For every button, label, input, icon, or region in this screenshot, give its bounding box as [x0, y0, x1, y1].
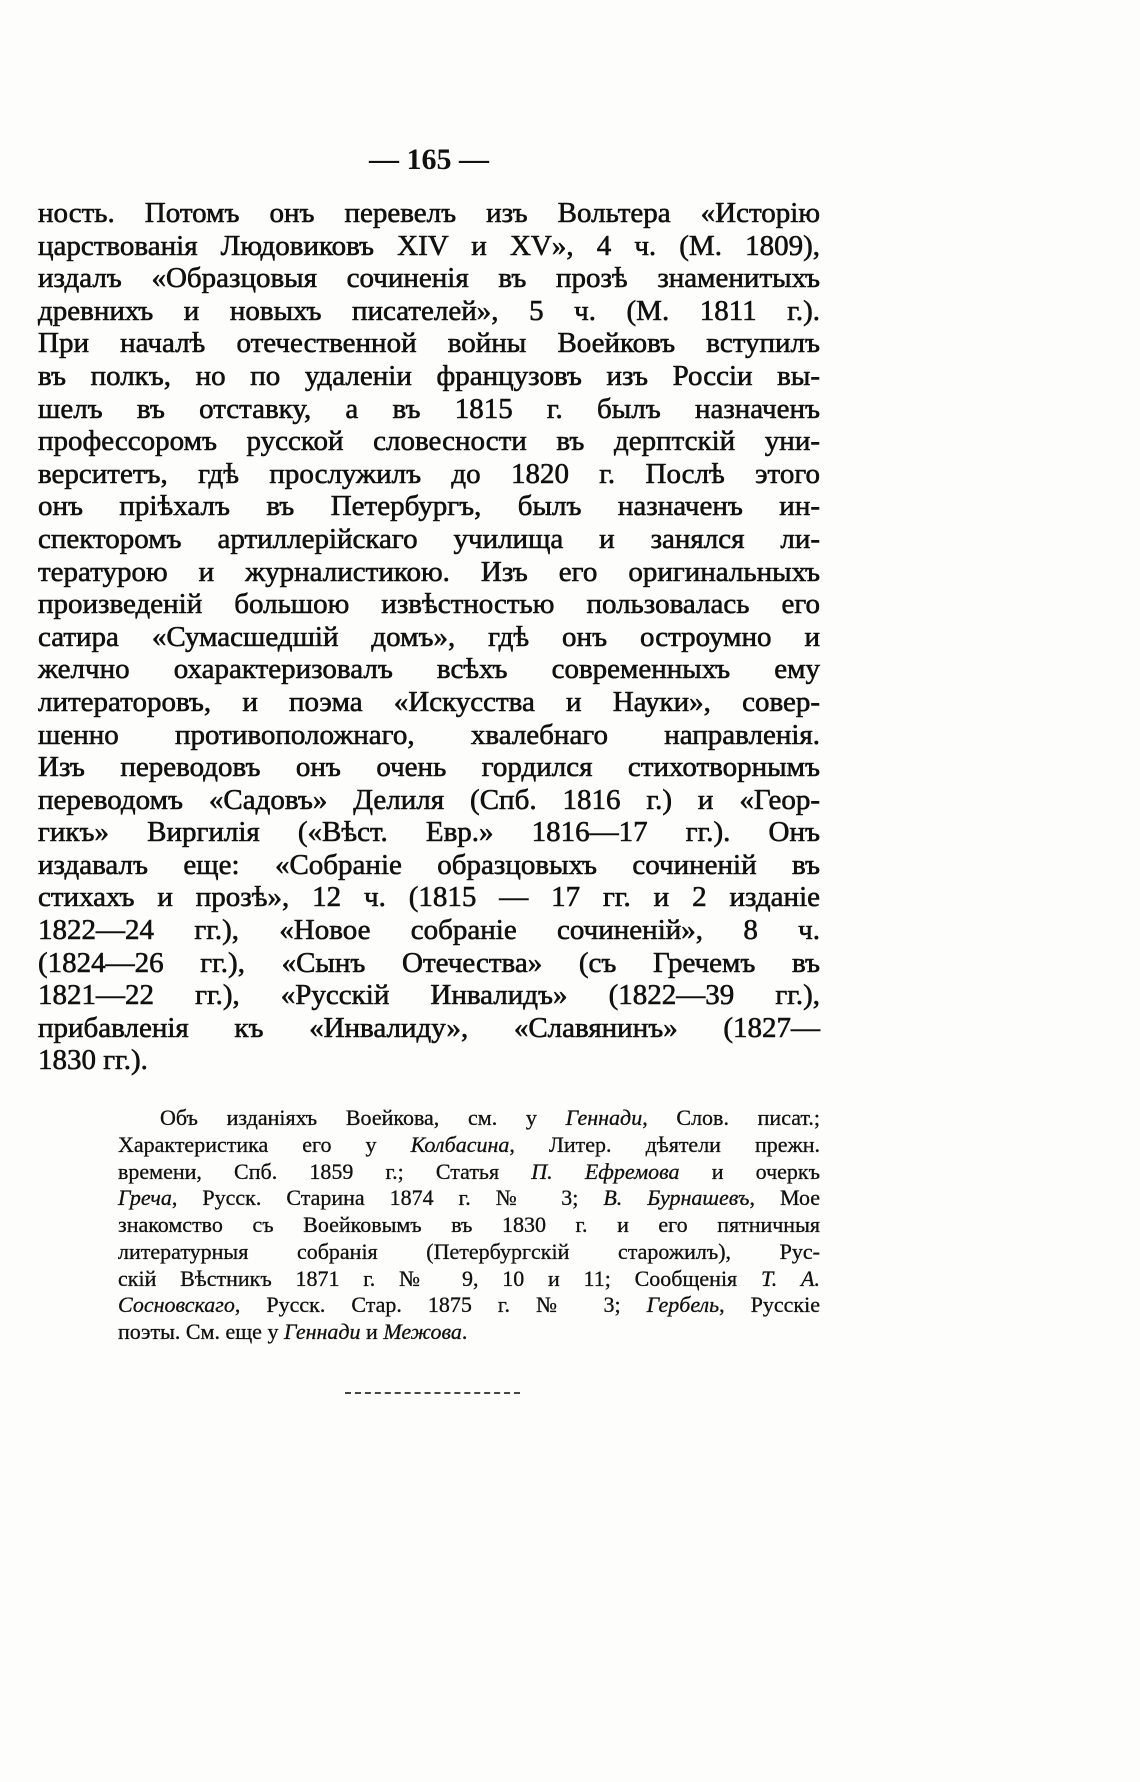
- footnote-line: [118, 1266, 820, 1293]
- footnote-text: Объ изданіяхъ Воейкова, см. у: [160, 1105, 566, 1130]
- footnote-text: времени, Спб. 1859 г.; Статья: [118, 1158, 532, 1184]
- text-line: профессоромъ русской словесности въ дерптскій уни-: [38, 425, 820, 458]
- footnote-line: [118, 1239, 820, 1266]
- main-text: [38, 197, 820, 1077]
- footnote-text: знакомство съ Воейковымъ въ 1830 г. и его пятничныя: [118, 1212, 820, 1237]
- text-line: тературою и журналистикою. Изъ его оригинальныхъ: [38, 555, 820, 588]
- text-line: шелъ въ отставку, а въ 1815 г. былъ назначенъ: [38, 392, 820, 425]
- footnote-author-name: Сосновскаго: [118, 1292, 235, 1318]
- footnote-author-name: В. Бурнашевъ: [603, 1185, 750, 1211]
- footnote-author-name: Геннади: [283, 1319, 361, 1344]
- text-line: спекторомъ артиллерійскаго училища и занялся ли-: [38, 522, 820, 555]
- footnote-text: поэты. См. еще у: [118, 1319, 284, 1344]
- text-line: сатира «Сумасшедшій домъ», гдѣ онъ остроумно и: [38, 620, 820, 653]
- text-line: переводомъ «Садовъ» Делиля (Спб. 1816 г.) и «Геор-: [38, 783, 820, 816]
- footnote-line: [118, 1212, 820, 1239]
- footnote-text: скій Вѣстникъ 1871 г. № 9, 10 и 11; Сообщенія: [118, 1265, 761, 1291]
- page-number: — 165 —: [369, 143, 489, 176]
- text-line: шенно противоположнаго, хвалебнаго направленія.: [38, 718, 820, 751]
- footnote-line: [118, 1319, 820, 1346]
- text-line: стихахъ и прозѣ», 12 ч. (1815 — 17 гг. и 2 изданіе: [38, 881, 820, 914]
- footnote-text: , Мое: [749, 1185, 820, 1211]
- footnote-author-name: Гербель: [646, 1292, 720, 1318]
- text-line: онъ пріѣхалъ въ Петербургъ, былъ назначенъ ин-: [38, 490, 820, 523]
- text-line: древнихъ и новыхъ писателей», 5 ч. (М. 1811 г.).: [38, 294, 820, 327]
- footnote-line: [118, 1105, 820, 1132]
- footnote-author-name: Геннади: [565, 1105, 643, 1130]
- footnote-line: [118, 1292, 820, 1319]
- footnote-text: , Русск. Старина 1874 г. № 3;: [171, 1185, 604, 1211]
- text-line: желчно охарактеризовалъ всѣхъ современныхъ ему: [38, 653, 820, 686]
- footnote-author-name: Греча: [118, 1185, 172, 1211]
- text-line: 1830 гг.).: [38, 1044, 148, 1077]
- text-line: издавалъ еще: «Собраніе образцовыхъ сочиненій въ: [38, 848, 820, 881]
- footnote-text: , Русск. Стар. 1875 г. № 3;: [234, 1292, 647, 1318]
- text-line: въ полкъ, но по удаленіи французовъ изъ Россіи вы-: [38, 359, 820, 392]
- text-line: литераторовъ, и поэма «Искусства и Науки», совер-: [38, 685, 820, 718]
- footnote-text: , Литер. дѣятели прежн.: [509, 1131, 820, 1157]
- footnote-text: и очеркъ: [679, 1158, 820, 1184]
- footnote-line: [118, 1159, 820, 1186]
- footnote-text: , Слов. писат.;: [642, 1105, 821, 1130]
- footnote-author-name: П. Ефремова: [531, 1158, 680, 1184]
- text-line: гикъ» Виргилія («Вѣст. Евр.» 1816—17 гг.). Онъ: [38, 816, 820, 849]
- text-line: произведеній большою извѣстностью пользовалась его: [38, 588, 820, 621]
- text-line: 1822—24 гг.), «Новое собраніе сочиненій», 8 ч.: [38, 914, 820, 947]
- separator-rule: [345, 1392, 520, 1394]
- text-line: верситетъ, гдѣ прослужилъ до 1820 г. Послѣ этого: [38, 457, 820, 490]
- footnote-author-name: Колбасина: [410, 1131, 510, 1157]
- footnote-text: Характеристика его у: [118, 1131, 411, 1157]
- footnote-text: литературныя собранія (Петербургскій старожилъ), Рус-: [118, 1238, 820, 1264]
- text-line: Изъ переводовъ онъ очень гордился стихотворнымъ: [38, 751, 820, 784]
- footnote-author-name: Межова: [383, 1319, 462, 1344]
- footnote-text: , Русскіе: [719, 1292, 820, 1318]
- text-line: При началѣ отечественной войны Воейковъ вступилъ: [38, 327, 820, 360]
- footnote: [118, 1105, 820, 1346]
- text-line: царствованія Людовиковъ XIV и XV», 4 ч. (М. 1809),: [38, 229, 820, 262]
- footnote-text: и: [360, 1319, 384, 1344]
- footnote-author-name: Т. А.: [760, 1265, 820, 1291]
- text-line: ность. Потомъ онъ перевелъ изъ Вольтера «Исторію: [38, 197, 820, 229]
- text-line: издалъ «Образцовыя сочиненія въ прозѣ знаменитыхъ: [38, 262, 820, 295]
- footnote-text: .: [461, 1319, 468, 1344]
- footnote-line: [118, 1185, 820, 1212]
- footnote-line: [118, 1132, 820, 1159]
- text-line: (1824—26 гг.), «Сынъ Отечества» (съ Гречемъ въ: [38, 946, 820, 979]
- text-line: 1821—22 гг.), «Русскій Инвалидъ» (1822—39 гг.),: [38, 979, 820, 1012]
- text-line: прибавленія къ «Инвалиду», «Славянинъ» (1827—: [38, 1011, 820, 1044]
